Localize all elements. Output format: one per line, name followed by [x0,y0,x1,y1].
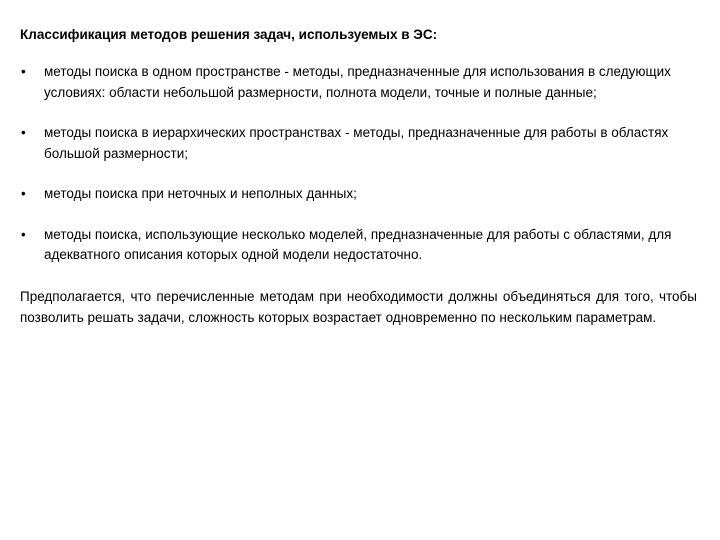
conclusion-paragraph: Предполагается, что перечисленные методам при необходимости должны объединяться для того, чтобы позволить решать задачи, сложность которых возрастает одновременно по нескольким параметрам. [20,288,697,325]
list-item-text: методы поиска в иерархических пространствах - методы, предназначенные для работы в областях большой размерности; [44,125,669,161]
list-item [20,123,697,164]
list-item-text: методы поиска при неточных и неполных данных; [44,186,357,201]
list-item [20,225,697,266]
list-item [20,62,697,103]
page-title: Классификация методов решения задач, используемых в ЭС: [20,27,438,42]
bullet-icon: • [21,226,26,242]
list-item-text: методы поиска, использующие несколько моделей, предназначенные для работы с областями, для адекватного описания которых одной модели недостаточно. [44,226,672,262]
bullet-icon: • [21,186,26,201]
slide-content [20,25,697,328]
bullet-icon: • [21,125,26,140]
list-item [20,184,697,205]
method-list [20,62,697,266]
list-item-text: методы поиска в одном пространстве - методы, предназначенные для использования в следующих условиях: области небольшой размерности, полнота модели, точные и полные данные; [44,64,671,100]
bullet-icon: • [21,64,26,79]
